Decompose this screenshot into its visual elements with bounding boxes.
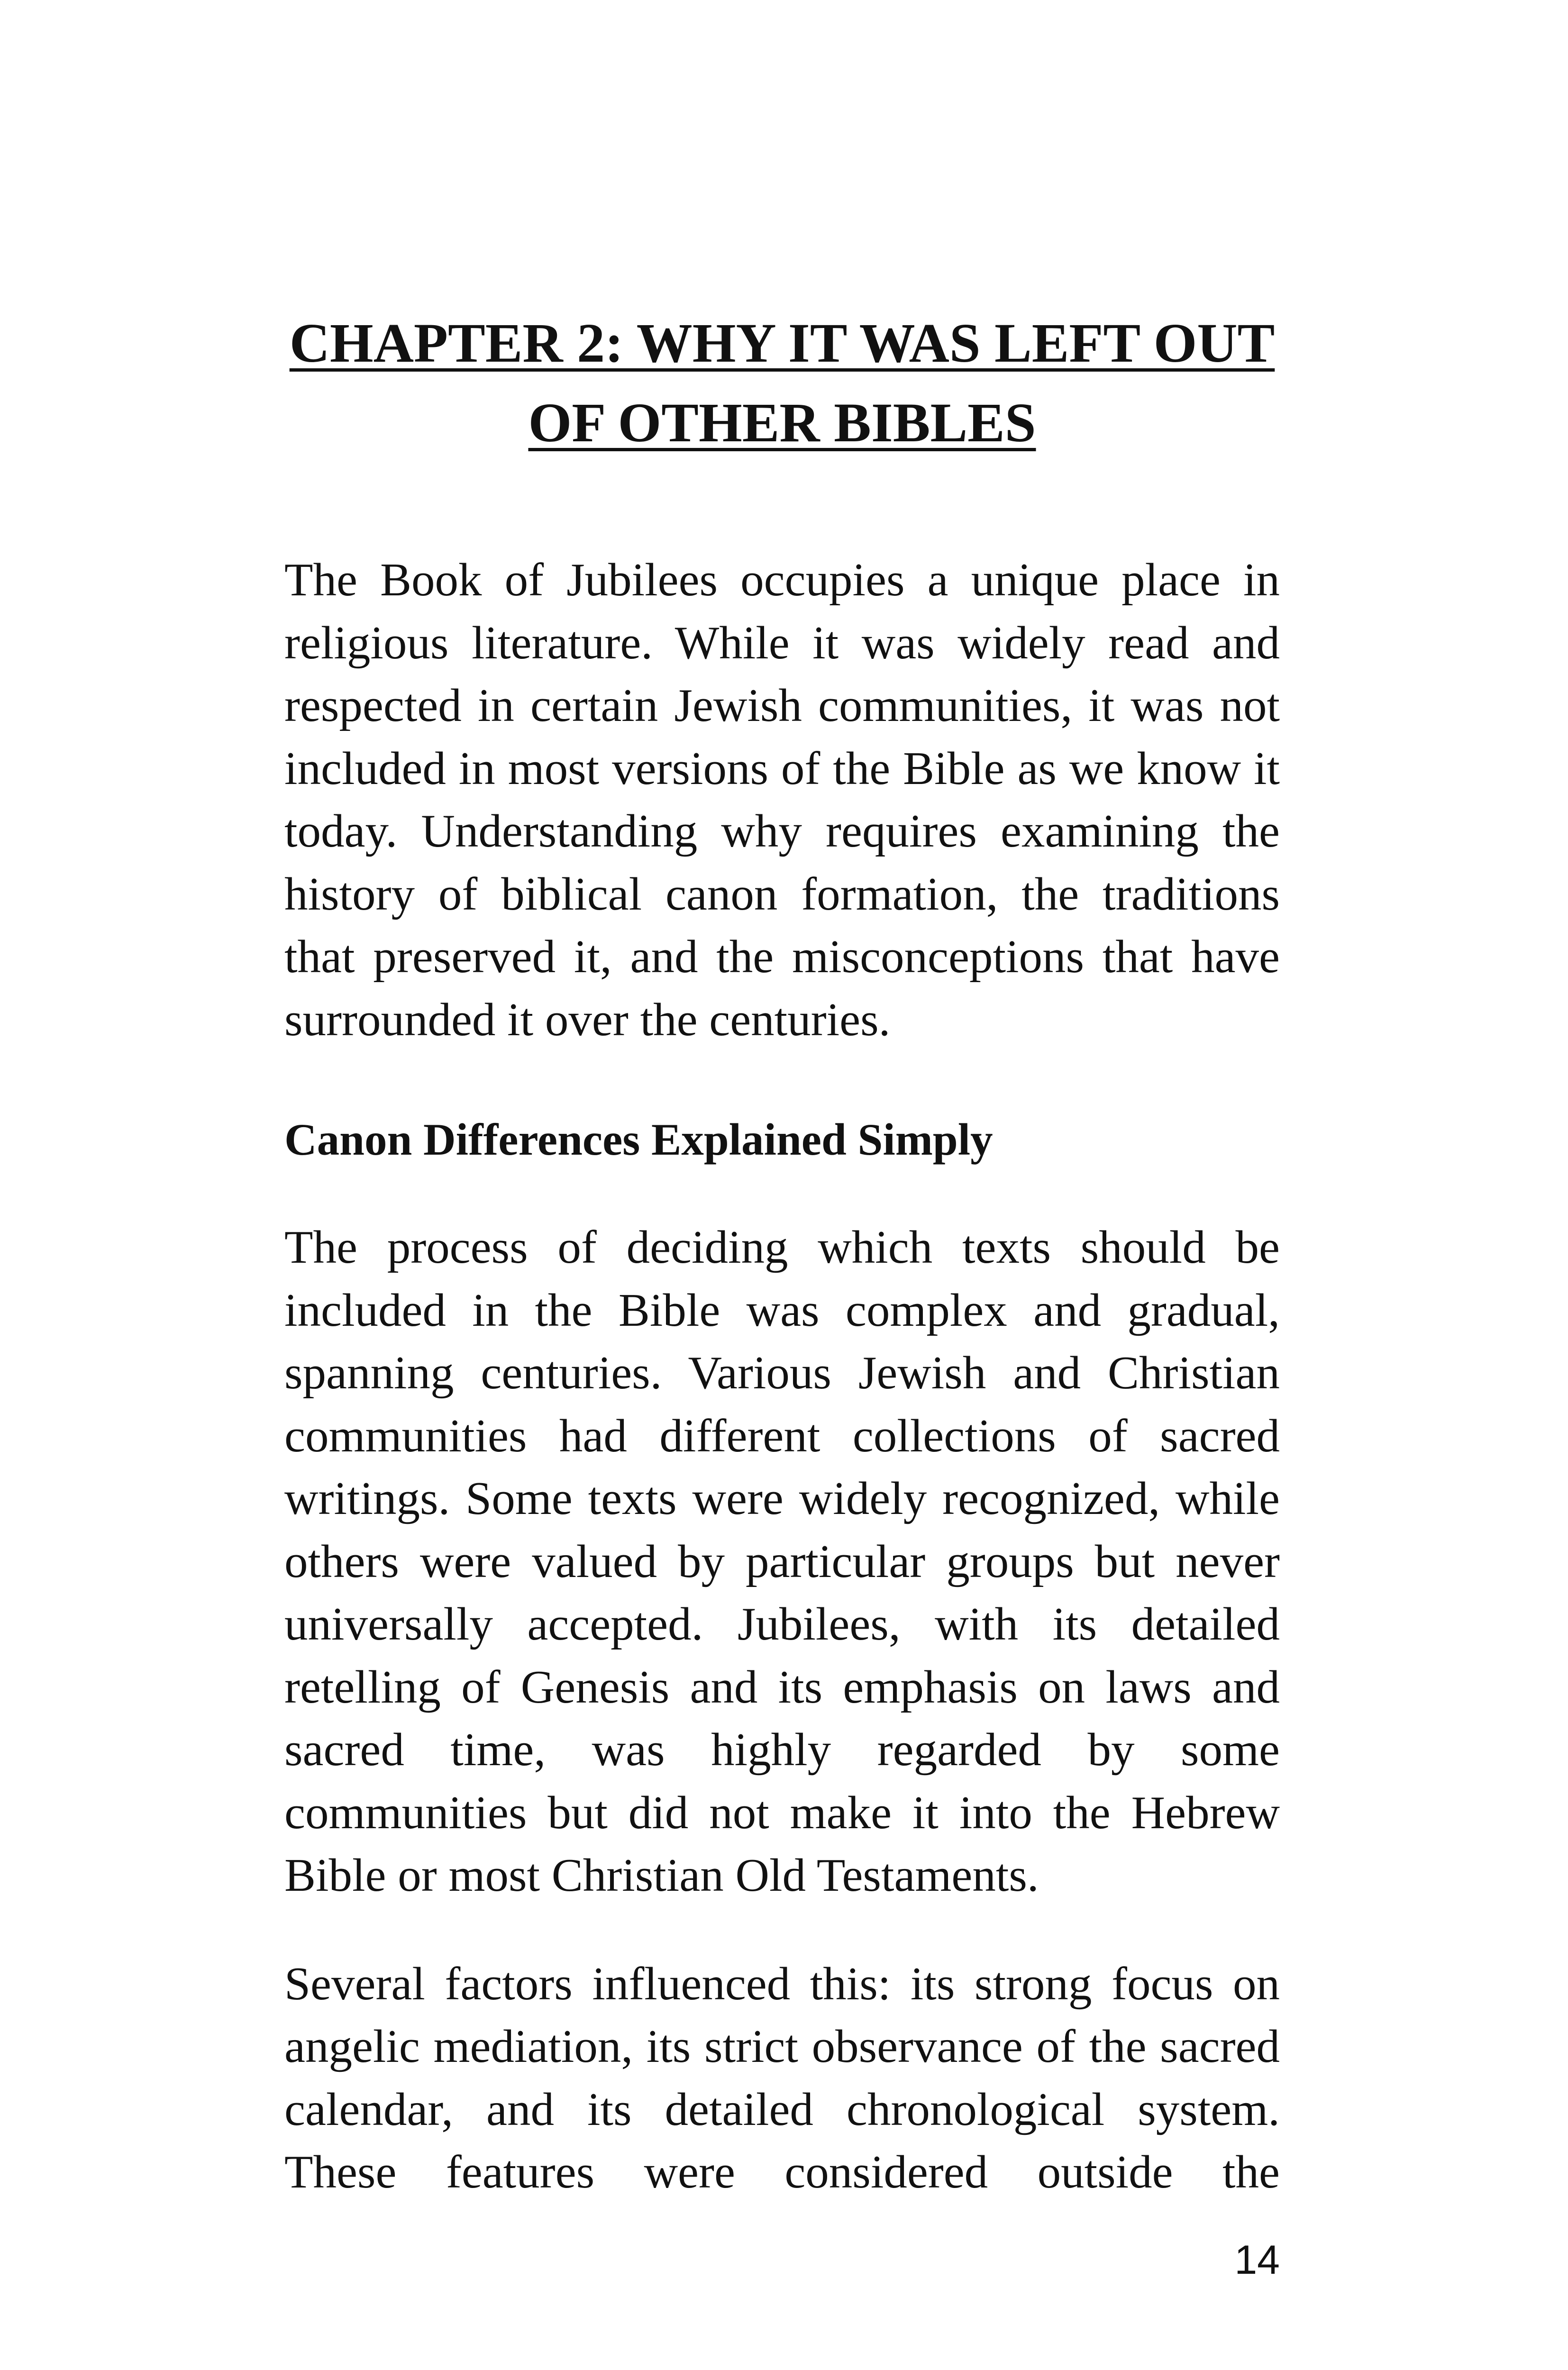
chapter-title-line-2: OF OTHER BIBLES — [528, 392, 1036, 454]
factors-paragraph: Several factors influenced this: its strong focus on angelic mediation, its strict observance of the sacred calendar, and its detailed chronological system. These features were considered outside the — [284, 1958, 1280, 2198]
section-heading: Canon Differences Explained Simply — [284, 1114, 993, 1165]
intro-paragraph: The Book of Jubilees occupies a unique place in religious literature. While it was widely read and respected in certain Jewish communities, it was not included in most versions of the Bible as we know it today. Understanding why requires examining the history of biblical canon formation, the traditions that preserved it, and the misconceptions that have surrounded it over the centuries. — [284, 554, 1280, 1046]
chapter-title — [284, 303, 1280, 463]
canon-paragraph: The process of deciding which texts should be included in the Bible was complex and gradual, spanning centuries. Various Jewish and Christian communities had different collections of sacred writings. Some texts were widely recognized, while others were valued by particular groups but never universally accepted. Jubilees, with its detailed retelling of Genesis and its emphasis on laws and sacred time, was highly regarded by some communities but did not make it into the Hebrew Bible or most Christian Old Testaments. — [284, 1221, 1280, 1901]
chapter-title-line-1: CHAPTER 2: WHY IT WAS LEFT OUT — [289, 312, 1275, 374]
page-content — [284, 303, 1280, 2204]
page-number: 14 — [1234, 2237, 1280, 2283]
